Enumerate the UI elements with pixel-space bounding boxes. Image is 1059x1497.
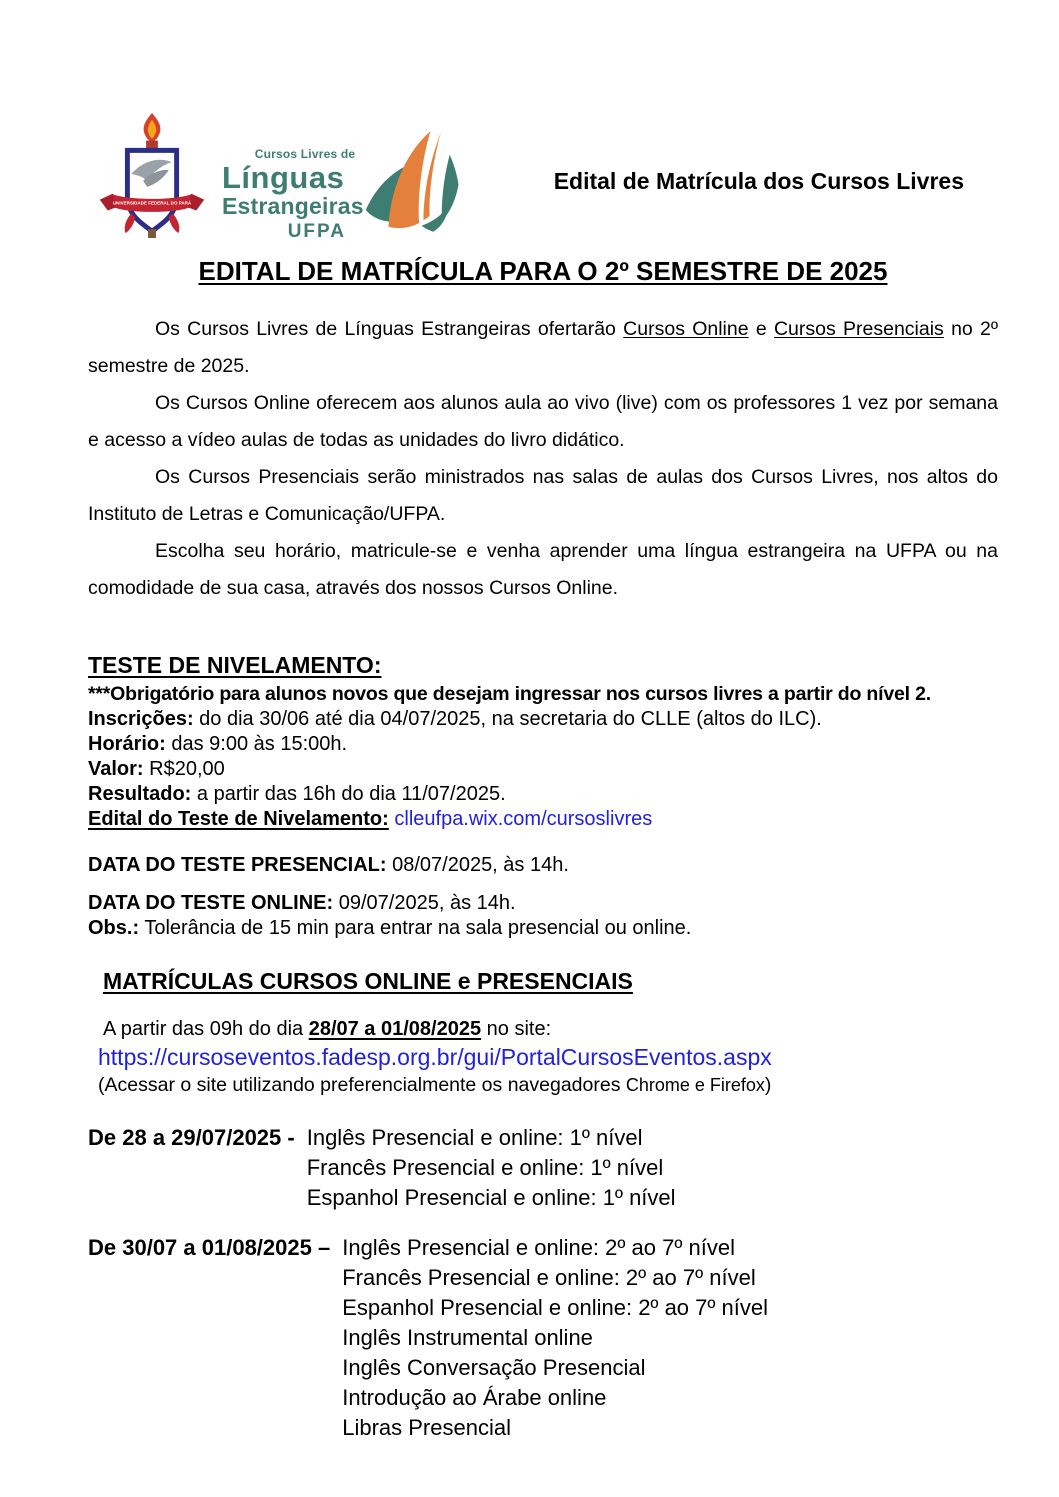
course-item: Espanhol Presencial e online: 2º ao 7º nível <box>342 1295 769 1320</box>
matriculas-url-line <box>98 1043 998 1072</box>
nivelamento-item-inscricoes: Inscrições: do dia 30/06 até dia 04/07/2025, na secretaria do CLLE (altos do ILC). <box>88 708 822 730</box>
data-teste-online: DATA DO TESTE ONLINE: 09/07/2025, às 14h. <box>88 892 516 914</box>
intro-paragraph-4: Escolha seu horário, matricule-se e venha aprender uma língua estrangeira na UFPA ou na comodidade de sua casa, através dos nossos Cursos Online. <box>88 540 998 599</box>
matriculas-url-link[interactable]: https://cursoseventos.fadesp.org.br/gui/PortalCursosEventos.aspx <box>98 1044 772 1070</box>
ufpa-crest-logo <box>96 112 208 238</box>
course-item: Inglês Instrumental online <box>342 1325 593 1350</box>
nivelamento-item-valor: Valor: R$20,00 <box>88 758 225 780</box>
course-item: Inglês Presencial e online: 2º ao 7º nível <box>342 1235 735 1260</box>
nivelamento-item-horario: Horário: das 9:00 às 15:00h. <box>88 733 348 755</box>
intro-section <box>88 311 998 607</box>
nivelamento-edital-link[interactable]: clleufpa.wix.com/cursoslivres <box>394 808 653 830</box>
header-title: Edital de Matrícula dos Cursos Livres <box>553 168 964 194</box>
course-item: Inglês Presencial e online: 1º nível <box>306 1125 643 1150</box>
intro-paragraph-2: Os Cursos Online oferecem aos alunos aula ao vivo (live) com os professores 1 vez por semana e acesso a vídeo aulas de todas as unidades do livro didático. <box>88 392 998 451</box>
logo-tagline: Cursos Livres de <box>254 147 356 161</box>
course-item: Inglês Conversação Presencial <box>342 1355 646 1380</box>
schedule-date-label: De 30/07 a 01/08/2025 – <box>88 1235 331 1260</box>
browser-names: Chrome e Firefox <box>625 1075 765 1095</box>
header <box>88 112 998 240</box>
intro-paragraph-1: Os Cursos Livres de Línguas Estrangeiras ofertarão Cursos Online e Cursos Presenciais no 2º semestre de 2025. <box>88 318 998 377</box>
crest-banner-text: UNIVERSIDADE FEDERAL DO PARÁ <box>112 200 192 206</box>
obs-line: Obs.: Tolerância de 15 min para entrar na sala presencial ou online. <box>88 917 692 939</box>
course-item: Introdução ao Árabe online <box>342 1385 607 1410</box>
schedule-date-label: De 28 a 29/07/2025 - <box>88 1125 295 1150</box>
schedule-block-1 <box>88 1123 998 1213</box>
course-item: Espanhol Presencial e online: 1º nível <box>306 1185 676 1210</box>
nivelamento-section <box>88 651 998 832</box>
course-item: Libras Presencial <box>342 1415 511 1440</box>
logo-name-line1: Línguas <box>222 160 345 195</box>
course-item: Francês Presencial e online: 1º nível <box>306 1155 664 1180</box>
matriculas-browser-note: (Acessar o site utilizando preferencialmente os navegadores Chrome e Firefox) <box>98 1074 772 1096</box>
test-dates-section <box>88 853 998 941</box>
data-teste-presencial: DATA DO TESTE PRESENCIAL: 08/07/2025, às 14h. <box>88 854 569 876</box>
nivelamento-edital-line: Edital do Teste de Nivelamento: clleufpa.wix.com/cursoslivres <box>88 808 653 830</box>
schedule-course-list <box>307 1123 676 1213</box>
matriculas-period-line: A partir das 09h do dia 28/07 a 01/08/2025 no site: <box>103 1018 552 1040</box>
cursos-online-underlined: Cursos Online <box>623 318 749 340</box>
cursos-presenciais-underlined: Cursos Presenciais <box>773 318 944 340</box>
sails-logo-icon <box>364 122 462 240</box>
matriculas-section <box>88 967 998 1098</box>
nivelamento-item-resultado: Resultado: a partir das 16h do dia 11/07/2025. <box>88 783 506 805</box>
intro-paragraph-3: Os Cursos Presenciais serão ministrados nas salas de aulas dos Cursos Livres, nos altos do Instituto de Letras e Comunicação/UFPA. <box>88 466 998 525</box>
logo-name-line3: UFPA <box>287 221 346 242</box>
logo-name-line2: Estrangeiras <box>222 193 364 219</box>
schedule-section <box>88 1123 998 1443</box>
course-item: Francês Presencial e online: 2º ao 7º nível <box>342 1265 756 1290</box>
nivelamento-heading: TESTE DE NIVELAMENTO: <box>88 652 382 678</box>
schedule-course-list <box>342 1233 768 1443</box>
matriculas-dates-underlined: 28/07 a 01/08/2025 <box>308 1018 482 1040</box>
main-title: EDITAL DE MATRÍCULA PARA O 2º SEMESTRE DE 2025 <box>198 256 888 286</box>
cursos-livres-logo <box>222 147 364 242</box>
schedule-block-2 <box>88 1233 998 1443</box>
matriculas-heading: MATRÍCULAS CURSOS ONLINE e PRESENCIAIS <box>103 968 633 994</box>
nivelamento-note: ***Obrigatório para alunos novos que desejam ingressar nos cursos livres a partir do nível 2. <box>88 683 931 705</box>
